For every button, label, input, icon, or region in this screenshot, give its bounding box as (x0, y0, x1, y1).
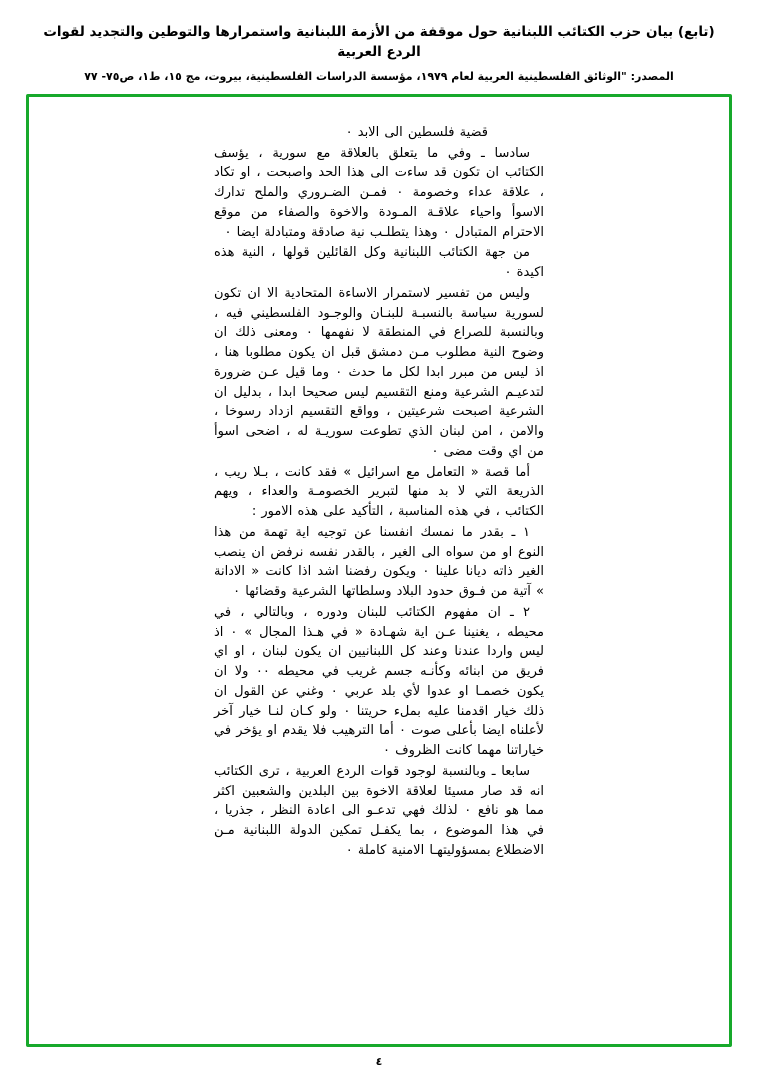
body-paragraph: أما قصة « التعامل مع اسرائيل » فقد كانت ، بـلا ريب ، الذريعة التي لا بد منها لتبرير الخصومـة والعداء ، ويهم الكتائب ، في هذه المناسبة ، التأكيد على هذه الامور : (214, 464, 544, 520)
body-paragraph: وليس من تفسير لاستمرار الاساءة المتحادية الا ان تكون لسورية سياسة بالنسبـة للبنـان والوجـود الفلسطيني فيه ، وبالنسبة للصراع في المنطقة لا نفهمها ٠ ومعنى ذلك ان وضوح النية مطلوب مـن دمشق قبل ان يكون مطلوبا هنا ، اذ ليس من مبرر ابدا لكل ما حدث ٠ وما قيل عـن ضرورة لتدعيـم الشرعية ومنع التقسيم ليس صحيحا ابدا ، بدليل ان الشرعية اصبحت شرعيتين ، وواقع التقسيم ازداد رسوخا ، والامن ، امن لبنان الذي تطوعت سوريـة له ، اضحى اسوأ من اي وقت مضى ٠ (214, 285, 544, 459)
body-paragraph: من جهة الكتائب اللبنانية وكل القائلين قولها ، النية هذه اكيدة ٠ (214, 245, 544, 281)
body-paragraph: قضية فلسطين الى الابد ٠ (345, 124, 488, 140)
page-title: (تابع) بيان حزب الكتائب اللبنانية حول موقفة من الأزمة اللبنانية واستمرارها والتوطين والتجديد لقوات الردع العربية (43, 24, 715, 61)
page-number: ٤ (375, 1055, 383, 1068)
body-paragraph: ٢ ـ ان مفهوم الكتائب للبنان ودوره ، وبالتالي ، في محيطه ، يغنينا عـن اية شهـادة « في هـذا المجال » ٠ اذ ليس واردا عندنا وعند كل اللبنانيين ان يكون لبنان ، او اي فريق من ابنائه وكأنـه جسم غريب في محيطه ٠٠ ولا ان يكون خصمـا او عدوا لأي بلد عربي ٠ وغني عن القول ان ذلك خيار اقدمنا عليه بملء حريتنا ٠ ولو كـان لنـا خيار آخر لأعلناه ايضا بأعلى صوت ٠ أما الترهيب فلا يقدم او يؤخر في خياراتنا مهما كانت الظروف ٠ (214, 604, 545, 759)
content-frame (26, 94, 732, 1047)
body-column (214, 123, 544, 861)
source-line: المصدر: "الوثائق الفلسطينية العربية لعام ١٩٧٩، مؤسسة الدراسات الفلسطينية، بيروت، مج ١٥، ط١، ص٧٥- ٧٧ (84, 69, 674, 83)
body-paragraph: ١ ـ بقدر ما نمسك انفسنا عن توجيه اية تهمة من هذا النوع او من سواه الى الغير ، بالقدر نفسه نرفض ان ينصب الغير ذاته ديانا علينا ٠ ويكون رفضنا اشد اذا كانت « الادانة » آتية من فـوق حدود البلاد وسلطاتها الشرعية وقضائها ٠ (214, 524, 544, 600)
body-paragraph: سابعا ـ وبالنسبة لوجود قوات الردع العربية ، ترى الكتائب انه قد صار مسيئا لعلاقة الاخوة بين البلدين والشعبين اكثر مما هو نافع ٠ لذلك فهي تدعـو الى اعادة النظر ، جذريا ، في هذا الموضوع ، بما يكفـل تمكين الدولة اللبنانية مـن الاضطلاع بمسؤوليتهـا الامنية كاملة ٠ (214, 763, 544, 858)
document-header (26, 22, 732, 94)
body-paragraph: سادسا ـ وفي ما يتعلق بالعلاقة مع سورية ، يؤسف الكتائب ان تكون قد ساءت الى هذا الحد واصبحت ، او تكاد ، علاقة عداء وخصومة ٠ فمـن الضـروري والملح تدارك الاسوأ واحياء علاقـة المـودة والاخوة والصفاء من موقع الاحترام المتبادل ٠ وهذا يتطلـب نية صادقة ومتبادلة ايضا ٠ (214, 145, 544, 240)
